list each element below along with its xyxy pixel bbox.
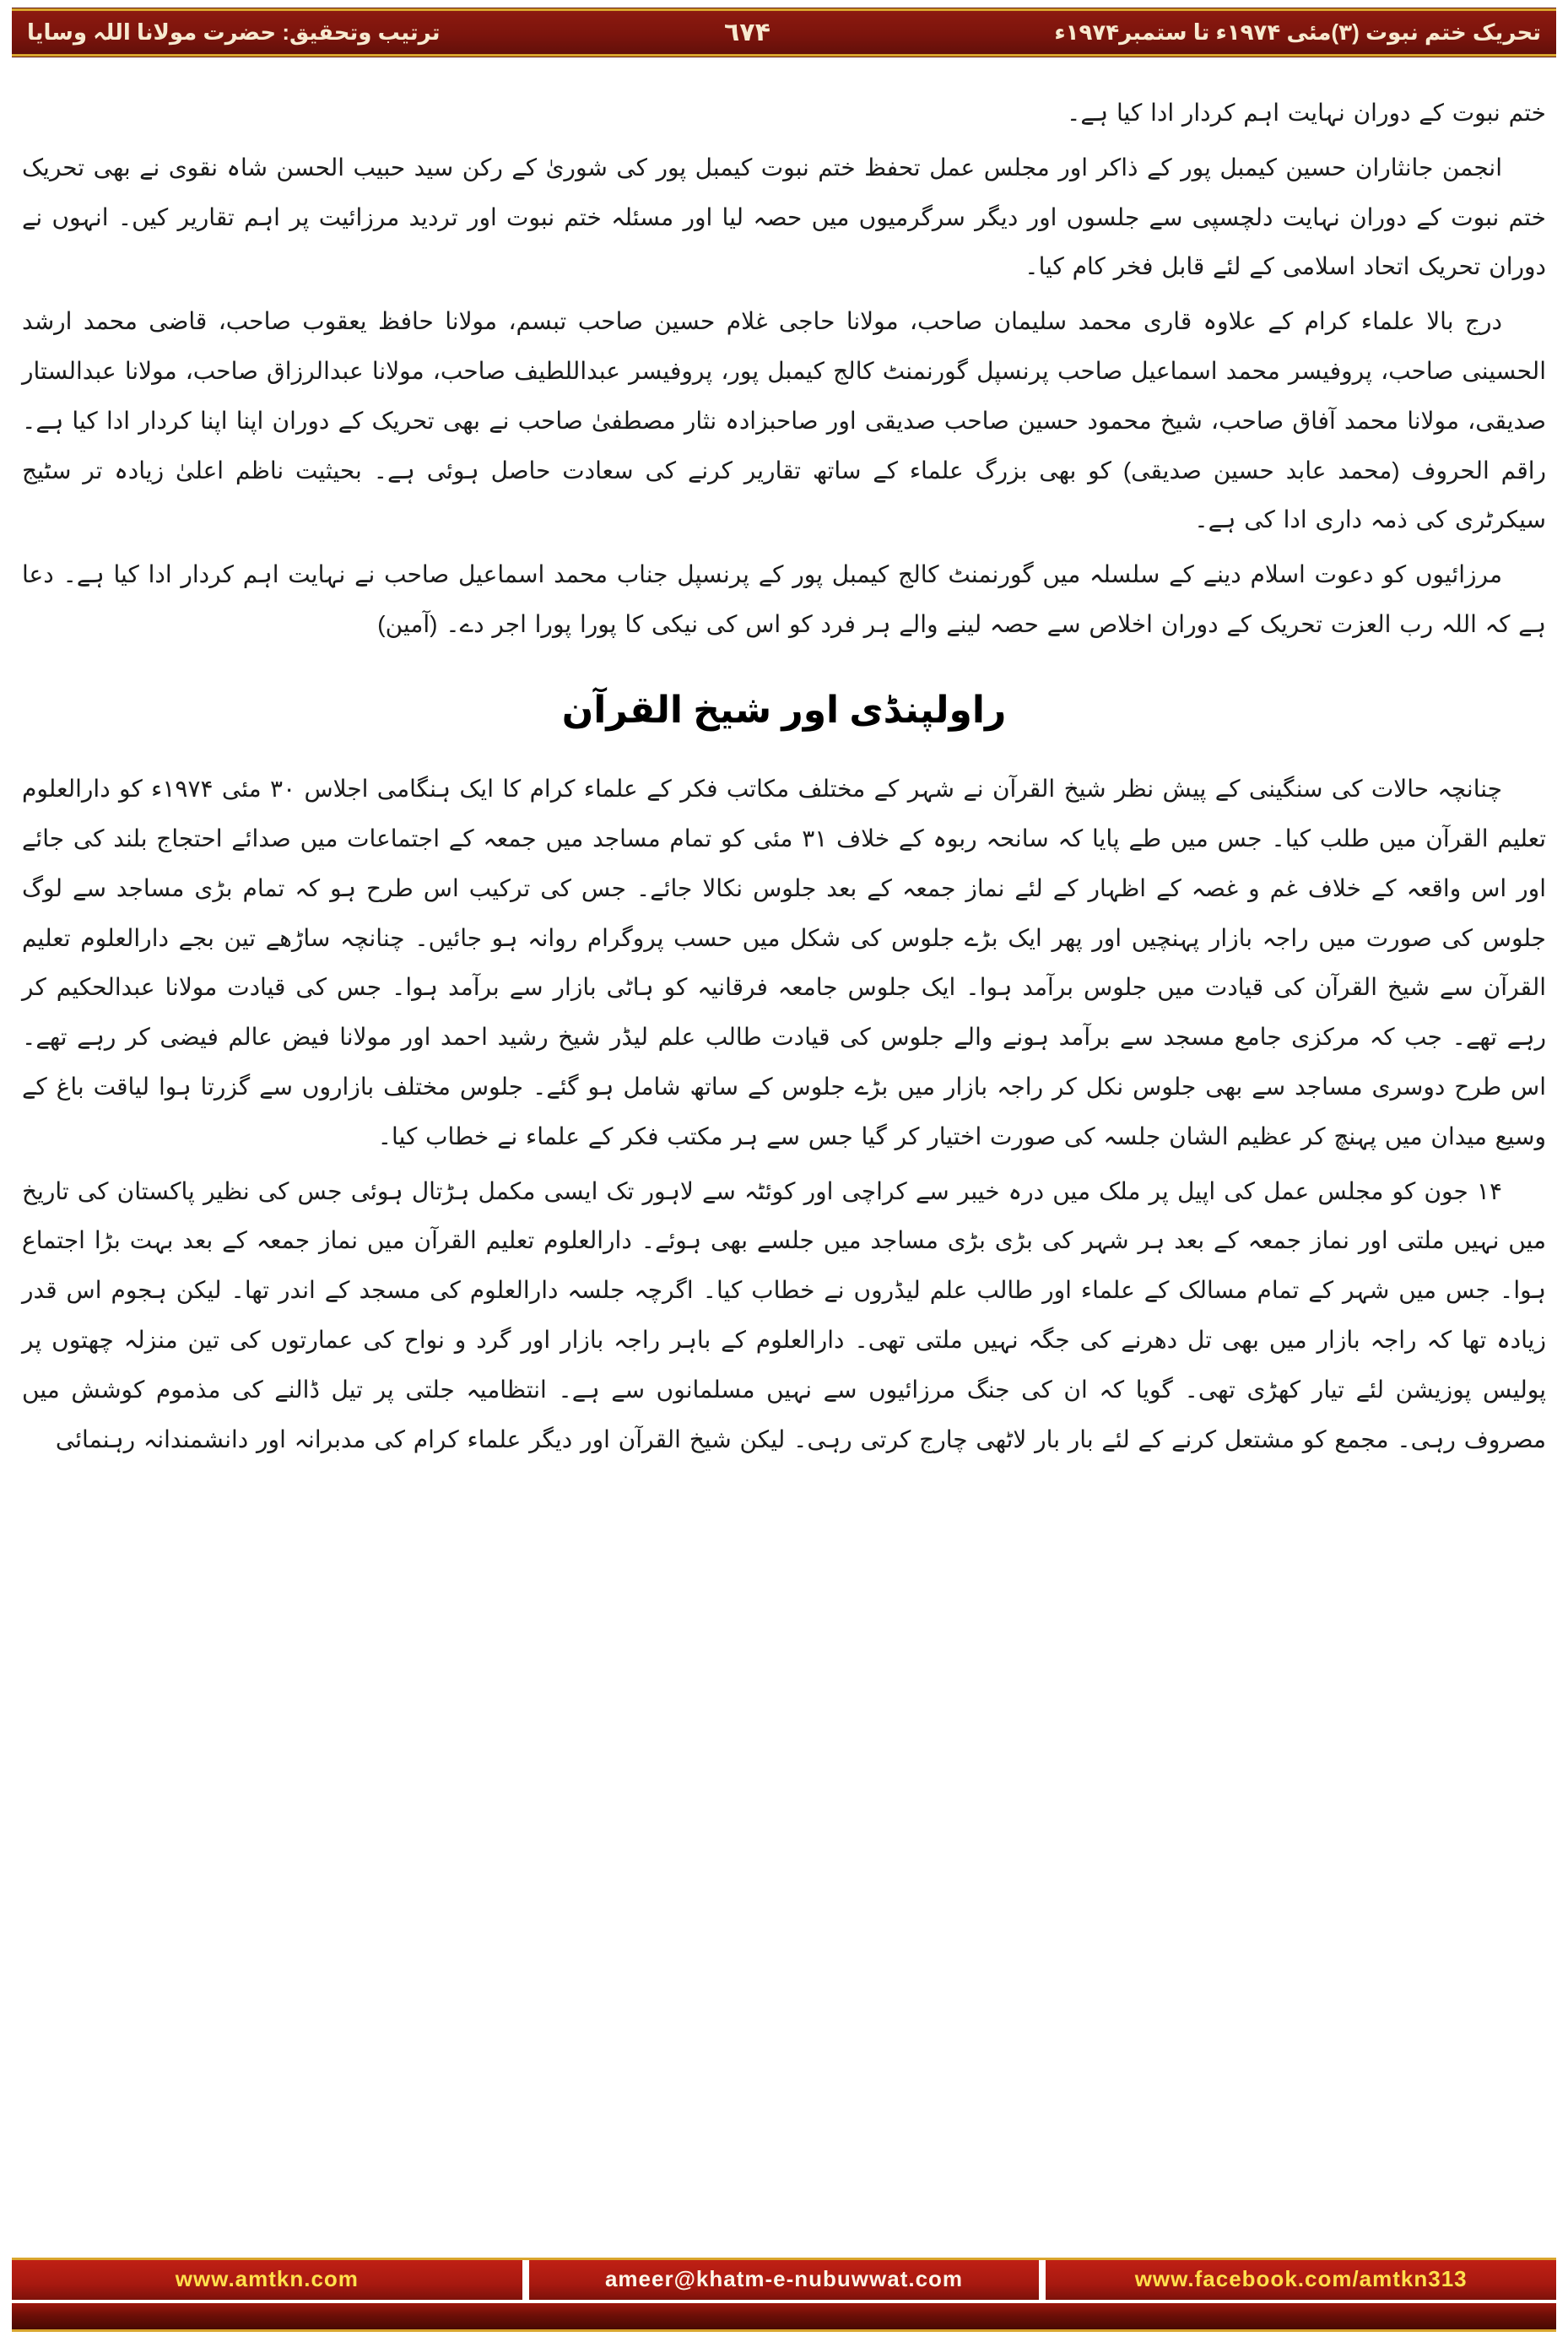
header-compiler-credit: ترتیب وتحقیق: حضرت مولانا اللہ وسایا [27,19,441,45]
body-paragraph-1: ختم نبوت کے دوران نہایت اہم کردار ادا کیا ہے۔ [1066,100,1546,126]
body-paragraph-3: درج بالا علماء کرام کے علاوہ قاری محمد سلیمان صاحب، مولانا حاجی غلام حسین صاحب تبسم، مولانا حافظ یعقوب صاحب، قاضی محمد ارشد الحسینی صاحب، پروفیسر محمد اسماعیل صاحب پرنسپل گورنمنٹ کالج کیمبل پور، پروفیسر عبداللطیف صاحب، مولانا عبدالرزاق صاحب، مولانا عبدالستار صدیقی، مولانا محمد آفاق صاحب، شیخ محمود حسین صاحب صدیقی اور صاحبزادہ نثار مصطفیٰ صاحب نے بھی تحریک کے دوران اپنا اپنا کردار ادا کیا ہے۔ راقم الحروف (محمد عابد حسین صدیقی) کو بھی بزرگ علماء کے ساتھ تقاریر کرنے کی سعادت حاصل ہوئی ہے۔ بحیثیت ناظم اعلیٰ زیادہ تر سٹیج سیکرٹری کی ذمہ داری ادا کی ہے۔ [22,308,1546,533]
header-book-title: تحریک ختم نبوت (۳)مئی ۱۹۷۴ء تا ستمبر۱۹۷۴ء [1054,19,1541,45]
page-number: ٦٧۴ [723,19,770,46]
footer-links-row [12,2258,1556,2300]
footer-facebook-link[interactable]: www.facebook.com/amtkn313 [1046,2260,1556,2300]
body-paragraph-2: انجمن جانثاران حسین کیمبل پور کے ذاکر اور مجلس عمل تحفظ ختم نبوت کیمبل پور کی شوریٰ کے رکن سید حبیب الحسن شاہ نقوی نے بھی تحریک ختم نبوت کے دوران نہایت دلچسپی سے جلسوں اور دیگر سرگرمیوں میں حصہ لیا اور مسئلہ ختم نبوت اور تردید مرزائیت پر اہم تقاریر کیں۔ انہوں نے دوران تحریک اتحاد اسلامی کے لئے قابل فخر کام کیا۔ [22,154,1546,280]
page-body [0,57,1568,2253]
page-header-row [12,11,1556,54]
footer-decorative-bar [12,2303,1556,2332]
section-heading-rawalpindi: راولپنڈی اور شیخ القرآن [561,689,1007,731]
body-paragraph-6: ۱۴ جون کو مجلس عمل کی اپیل پر ملک میں درہ خیبر سے کراچی اور کوئٹہ سے لاہور تک ایسی مکمل ہڑتال ہوئی جس کی نظیر پاکستان کی تاریخ میں نہیں ملتی اور نماز جمعہ کے بعد ہر شہر کی بڑی بڑی مساجد میں جلسے بھی ہوئے۔ دارالعلوم تعلیم القرآن میں نماز جمعہ کے بعد بہت بڑا اجتماع ہوا۔ جس میں شہر کے تمام مسالک کے علماء اور طالب علم لیڈروں نے خطاب کیا۔ اگرچہ جلسہ دارالعلوم کی مسجد کے اندر تھا۔ لیکن ہجوم اس قدر زیادہ تھا کہ راجہ بازار میں بھی تل دھرنے کی جگہ نہیں ملتی تھی۔ دارالعلوم کے باہر راجہ بازار اور گرد و نواح کی عمارتوں کی تین منزلہ چھتوں پر پولیس پوزیشن لئے تیار کھڑی تھی۔ گویا کہ ان کی جنگ مرزائیوں سے نہیں مسلمانوں سے ہے۔ انتظامیہ جلتی پر تیل ڈالنے کی مذموم کوشش میں مصروف رہی۔ مجمع کو مشتعل کرنے کے لئے بار بار لاٹھی چارج کرتی رہی۔ لیکن شیخ القرآن اور دیگر علماء کرام کی مدبرانہ اور دانشمندانہ رہنمائی [22,1177,1546,1452]
page-footer [12,2258,1556,2332]
body-paragraph-5: چنانچہ حالات کی سنگینی کے پیش نظر شیخ القرآن نے شہر کے مختلف مکاتب فکر کے علماء کرام کا ایک ہنگامی اجلاس ۳۰ مئی ۱۹۷۴ء کو دارالعلوم تعلیم القرآن میں طلب کیا۔ جس میں طے پایا کہ سانحہ ربوہ کے خلاف ۳۱ مئی کو تمام مساجد میں جمعہ کے اجتماعات میں صدائے احتجاج بلند کی جائے اور اس واقعہ کے خلاف غم و غصہ کے اظہار کے لئے نماز جمعہ کے بعد جلوس نکالا جائے۔ جس کی ترکیب اس طرح ہو کہ تمام بڑی مساجد سے لوگ جلوس کی صورت میں راجہ بازار پہنچیں اور پھر ایک بڑے جلوس کی شکل میں حسب پروگرام روانہ ہو جائیں۔ چنانچہ ساڑھے تین بجے دارالعلوم تعلیم القرآن سے شیخ القرآن کی قیادت میں جلوس برآمد ہوا۔ ایک جلوس جامعہ فرقانیہ کو ہاٹی بازار سے برآمد ہوا۔ جس کی قیادت مولانا عبدالحکیم کر رہے تھے۔ جب کہ مرکزی جامع مسجد سے برآمد ہونے والے جلوس کی قیادت طالب علم لیڈر شیخ رشید احمد اور مولانا فیض عالم فیضی کر رہے تھے۔ اس طرح دوسری مساجد سے بھی جلوس نکل کر راجہ بازار میں بڑے جلوس کے ساتھ شامل ہو گئے۔ جلوس مختلف بازاروں سے گزرتا ہوا لیاقت باغ کے وسیع میدان میں پہنچ کر عظیم الشان جلسہ کی صورت اختیار کر گیا جس سے ہر مکتب فکر کے علماء نے خطاب کیا۔ [22,776,1547,1149]
page-header [12,8,1556,57]
body-paragraph-4: مرزائیوں کو دعوت اسلام دینے کے سلسلہ میں گورنمنٹ کالج کیمبل پور کے پرنسپل جناب محمد اسماعیل صاحب نے نہایت اہم کردار ادا کیا ہے۔ دعا ہے کہ اللہ رب العزت تحریک کے دوران اخلاص سے حصہ لینے والے ہر فرد کو اس کی نیکی کا پورا پورا اجر دے۔ (آمین) [22,561,1546,637]
footer-email-link[interactable]: ameer@khatm-e-nubuwwat.com [529,2260,1040,2300]
footer-website-link[interactable]: www.amtkn.com [12,2260,522,2300]
